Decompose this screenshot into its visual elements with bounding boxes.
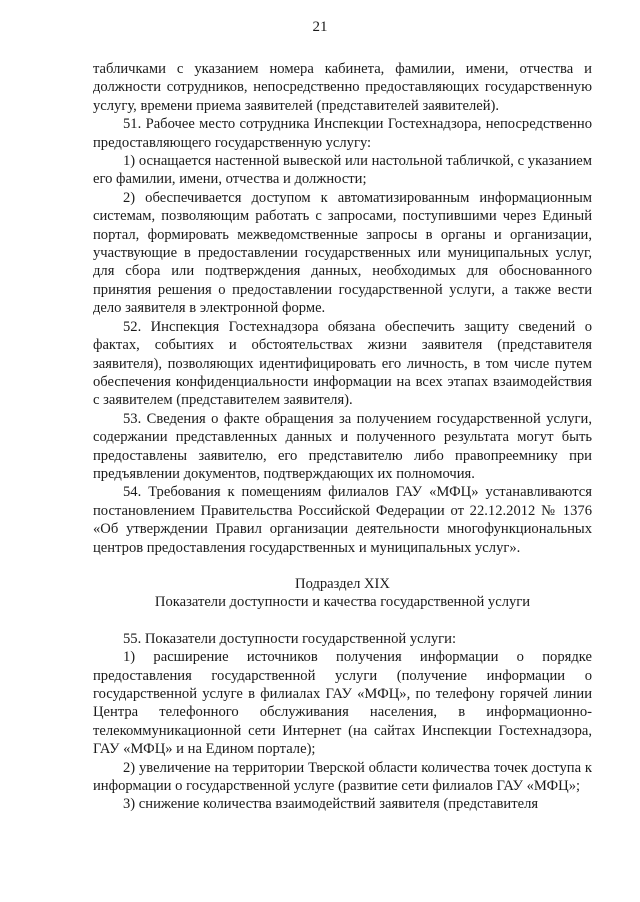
paragraph-55-item-3: 3) снижение количества взаимодействий заявителя (представителя	[123, 796, 539, 813]
paragraph-51: 51. Рабочее место сотрудника Инспекции Гостехнадзора, непосредственно предоставляющего государственную услугу:	[93, 116, 592, 151]
paragraph-51-item-2: 2) обеспечивается доступом к автоматизированным информационным системам, позволяющим работать с запросами, поступившими через Единый портал, формировать межведомственные запросы в органы и организации, участвующие в предоставлении государственных или муниципальных услуг, для сбора или подтверждения данных, необходимых для обоснованного принятия решения о предоставлении государственной услуги, а также вести дело заявителя в электронной форме.	[93, 189, 592, 317]
paragraph-continuation: табличками с указанием номера кабинета, фамилии, имени, отчества и должности сотрудников, непосредственно предоставляющих государственную услугу, времени приема заявителей (представителей заявителей).	[93, 61, 592, 114]
subsection-label: Подраздел XIX	[295, 575, 390, 592]
paragraph-54: 54. Требования к помещениям филиалов ГАУ «МФЦ» устанавливаются постановлением Правительства Российской Федерации от 22.12.2012 № 1376 «Об утверждении Правил организации деятельности многофункциональных центров предоставления государственных и муниципальных услуг».	[93, 484, 592, 556]
paragraph-51-item-1: 1) оснащается настенной вывеской или настольной табличкой, с указанием его фамилии, имени, отчества и должности;	[93, 153, 592, 188]
subsection-title: Показатели доступности и качества государственной услуги	[154, 594, 531, 611]
paragraph-52: 52. Инспекция Гостехнадзора обязана обеспечить защиту сведений о фактах, событиях и обстоятельствах жизни заявителя (представителя заявителя), позволяющих идентифицировать его личность, в том числе путем обеспечения конфиденциальности информации на всех этапах взаимодействия с заявителем (представителем заявителя).	[93, 318, 592, 409]
page-number: 21	[312, 19, 328, 35]
paragraph-55-item-2: 2) увеличение на территории Тверской области количества точек доступа к информации о государственной услуге (развитие сети филиалов ГАУ «МФЦ»;	[93, 759, 592, 795]
paragraph-55-item-1: 1) расширение источников получения информации о порядке предоставления государственной услуги (получение информации о государственной услуге в филиалах ГАУ «МФЦ», по телефону горячей линии Центра телефонного обслуживания населения, в информационно-телекоммуникационной сети Интернет (на сайтах Инспекции Гостехнадзора, ГАУ «МФЦ» и на Едином портале);	[93, 649, 592, 758]
paragraph-55: 55. Показатели доступности государственной услуги:	[123, 630, 457, 647]
paragraph-53: 53. Сведения о факте обращения за получением государственной услуги, содержании представленных данных и полученного результата могут быть предоставлены заявителю, его представителю либо правопреемнику при предъявлении документов, подтверждающих их полномочия.	[93, 410, 592, 482]
document-body	[93, 60, 592, 814]
